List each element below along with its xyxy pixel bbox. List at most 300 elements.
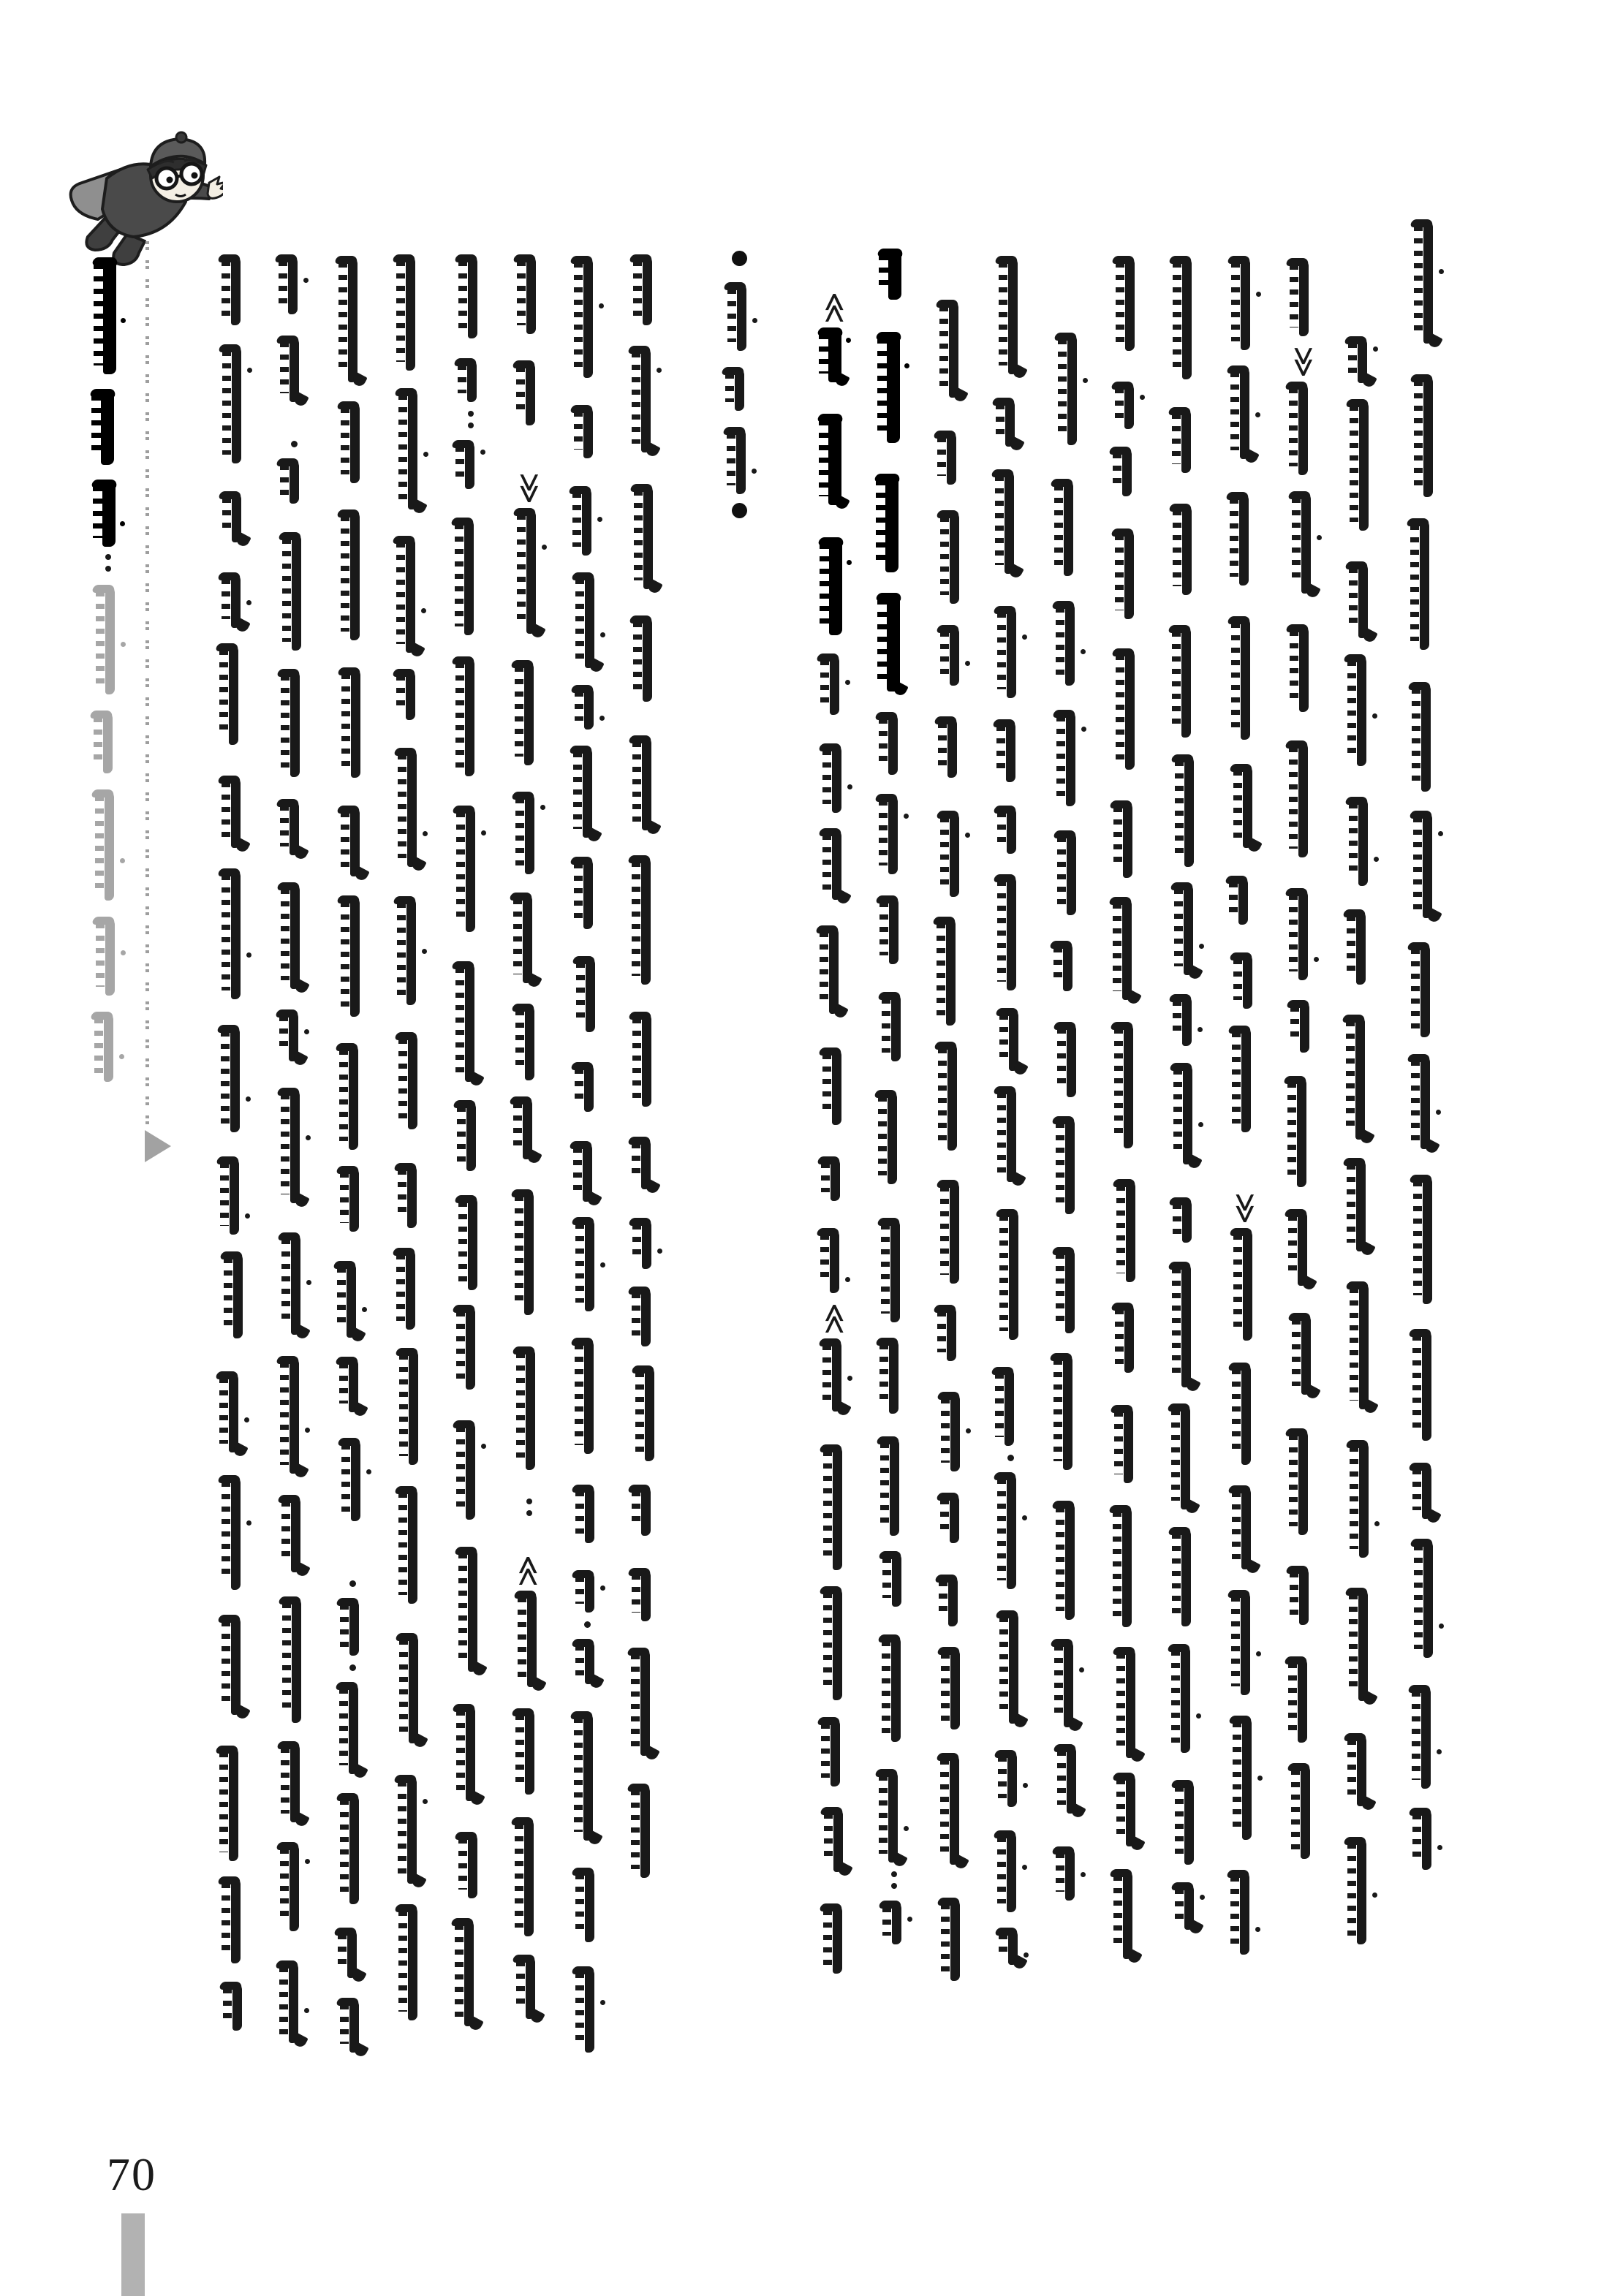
script-word	[936, 300, 969, 398]
script-word	[1226, 492, 1260, 586]
script-word	[395, 1486, 428, 1604]
script-word	[628, 1485, 662, 1536]
script-word	[572, 1217, 605, 1311]
quote-mark-icon: ≪	[511, 1555, 547, 1587]
dashed-guide-line	[145, 241, 149, 1144]
script-word	[1344, 654, 1377, 766]
script-word	[570, 1141, 603, 1202]
script-word	[876, 332, 909, 443]
script-word	[934, 716, 968, 778]
script-word	[512, 1955, 546, 2019]
script-word	[276, 1960, 309, 2043]
script-word	[1050, 1353, 1083, 1470]
script-word	[336, 1357, 369, 1412]
script-word	[92, 257, 126, 374]
script-word	[1285, 888, 1319, 980]
script-word	[819, 1047, 852, 1125]
page-edge-tab	[121, 2213, 145, 2296]
script-word	[570, 857, 604, 929]
colon-mark	[891, 1871, 897, 1877]
script-word	[996, 1008, 1029, 1071]
script-word	[1228, 1485, 1262, 1569]
script-word	[1407, 942, 1441, 1037]
script-word	[628, 855, 662, 985]
script-word	[1112, 256, 1146, 351]
colon-mark	[468, 411, 474, 417]
script-word	[1170, 1063, 1203, 1164]
mascot-hand	[208, 177, 223, 198]
script-word	[333, 1261, 367, 1338]
script-word	[1410, 374, 1444, 497]
script-word	[1285, 382, 1319, 475]
script-word	[337, 509, 371, 640]
script-word	[875, 1769, 909, 1863]
text-column	[1169, 256, 1203, 1930]
dot-mark	[584, 1621, 591, 1628]
text-column	[277, 254, 311, 2043]
script-word	[276, 1009, 309, 1061]
script-word	[1343, 1158, 1377, 1251]
script-word	[572, 1639, 605, 1684]
unit-header-title	[91, 257, 125, 547]
script-word	[1168, 625, 1202, 738]
script-word	[337, 806, 371, 876]
script-word	[1168, 1262, 1202, 1387]
script-word	[1407, 1054, 1441, 1149]
script-word	[1168, 1644, 1201, 1753]
script-word	[1343, 909, 1377, 985]
script-word	[1111, 1022, 1144, 1148]
script-word	[878, 992, 912, 1061]
script-word	[991, 1367, 1025, 1446]
script-word	[571, 1062, 605, 1112]
script-word	[1169, 256, 1203, 379]
script-word	[277, 1088, 311, 1203]
text-column	[453, 254, 487, 2072]
script-word	[1111, 382, 1145, 429]
script-word	[992, 398, 1026, 447]
script-word	[393, 669, 426, 720]
script-word	[91, 480, 125, 547]
script-word	[512, 1346, 546, 1470]
script-word	[878, 1634, 912, 1742]
script-word	[1169, 994, 1203, 1046]
script-word	[1168, 407, 1202, 473]
script-word	[1169, 1197, 1203, 1243]
script-word	[627, 1784, 661, 1878]
script-word	[1288, 1313, 1322, 1395]
script-word	[92, 917, 126, 996]
script-word	[218, 868, 251, 999]
script-word	[817, 327, 851, 382]
script-word	[876, 1338, 909, 1414]
script-word	[218, 1876, 251, 1963]
script-word	[218, 1475, 251, 1590]
script-word	[1344, 1733, 1377, 1806]
script-word	[90, 711, 124, 773]
script-word	[1168, 1403, 1201, 1509]
script-word	[337, 401, 371, 483]
script-word	[336, 1682, 369, 1774]
script-word	[1286, 624, 1320, 712]
script-word	[1053, 710, 1086, 806]
script-word	[628, 1137, 662, 1189]
script-word	[1230, 952, 1263, 1009]
script-word	[1171, 754, 1205, 867]
script-word	[393, 254, 426, 371]
script-word	[218, 776, 251, 848]
script-word	[937, 1493, 970, 1543]
script-word	[1052, 601, 1086, 686]
script-word	[817, 414, 851, 505]
script-word	[934, 1042, 968, 1151]
script-word	[994, 1086, 1027, 1182]
script-word	[278, 1232, 311, 1335]
script-word	[875, 712, 909, 775]
quote-mark-icon: ≪	[817, 292, 853, 324]
script-word	[336, 1166, 370, 1232]
script-word	[628, 1568, 662, 1621]
script-word	[571, 685, 605, 730]
script-word	[820, 1444, 853, 1570]
script-word	[1053, 830, 1087, 915]
script-word	[817, 1156, 851, 1201]
script-word	[1111, 1303, 1145, 1373]
text-column	[218, 254, 251, 2075]
script-word	[335, 256, 368, 382]
script-word	[723, 427, 757, 494]
script-word	[511, 1817, 545, 1936]
script-word	[92, 585, 126, 694]
script-word	[819, 1338, 852, 1412]
script-word	[90, 389, 124, 465]
script-word	[937, 1647, 971, 1729]
script-word	[334, 1928, 368, 1978]
script-word	[820, 1586, 853, 1700]
script-word	[453, 806, 486, 932]
script-word	[336, 1598, 370, 1656]
script-word	[877, 1436, 910, 1536]
script-word	[454, 358, 488, 402]
script-word	[628, 346, 662, 452]
script-word	[1284, 1076, 1317, 1187]
script-word	[937, 811, 970, 897]
text-column	[1052, 333, 1086, 1901]
script-word	[277, 882, 311, 989]
script-word	[1109, 1505, 1143, 1627]
script-word	[1345, 561, 1379, 638]
script-word	[1170, 882, 1204, 975]
script-word	[1171, 1780, 1205, 1865]
text-column	[1227, 256, 1261, 1974]
script-word	[934, 431, 967, 485]
script-word	[277, 669, 311, 777]
script-word	[1409, 1329, 1442, 1441]
arrow-marker-icon	[145, 1130, 171, 1162]
script-word	[91, 1012, 124, 1082]
script-word	[1050, 941, 1083, 991]
text-column	[336, 256, 369, 2077]
script-word	[395, 1032, 428, 1129]
script-word	[394, 748, 428, 867]
script-word	[993, 719, 1026, 782]
dot-mark	[349, 1664, 356, 1671]
script-word	[1228, 1363, 1262, 1465]
script-word	[1227, 1590, 1261, 1695]
script-word	[632, 1365, 665, 1461]
script-word	[876, 593, 909, 692]
script-word	[338, 1438, 371, 1521]
script-word	[396, 1633, 429, 1743]
script-word	[1230, 1228, 1263, 1341]
text-column	[1344, 336, 1378, 1944]
script-word	[219, 1982, 253, 2031]
script-word	[629, 615, 663, 702]
script-word	[216, 1156, 250, 1235]
script-word	[937, 1898, 971, 1981]
bullet-icon	[732, 503, 747, 518]
script-word	[276, 1842, 310, 1931]
script-word	[572, 1868, 605, 1942]
script-word	[937, 1753, 970, 1865]
script-word	[510, 1096, 543, 1159]
script-word	[395, 388, 428, 509]
script-word	[935, 1575, 969, 1626]
script-word	[455, 1195, 488, 1290]
script-word	[877, 249, 911, 300]
script-word	[724, 282, 757, 351]
script-word	[455, 1547, 488, 1672]
script-word	[569, 486, 602, 556]
script-word	[218, 572, 251, 628]
script-word	[1410, 811, 1443, 918]
script-word	[1287, 1763, 1321, 1859]
script-word	[394, 1163, 428, 1228]
script-word	[994, 1750, 1028, 1807]
script-word	[1053, 1744, 1087, 1814]
script-word	[627, 1648, 661, 1756]
script-word	[452, 656, 485, 776]
script-word	[1346, 399, 1380, 531]
script-word	[513, 254, 547, 334]
script-word	[1052, 1846, 1086, 1901]
script-word	[1410, 219, 1444, 344]
script-word	[994, 1472, 1027, 1589]
script-word	[1054, 333, 1088, 445]
script-word	[876, 895, 909, 964]
script-word	[1287, 1000, 1320, 1053]
mascot-hat-knob	[176, 132, 186, 143]
script-word	[572, 572, 605, 668]
script-word	[629, 1218, 662, 1269]
script-word	[451, 1918, 485, 2026]
script-word	[455, 1832, 488, 1898]
script-word	[393, 536, 426, 653]
script-word	[1109, 897, 1143, 1000]
script-word	[1409, 1463, 1442, 1519]
script-word	[452, 440, 485, 489]
script-word	[511, 1189, 545, 1315]
script-word	[1345, 1588, 1379, 1701]
script-word	[1110, 800, 1143, 878]
script-word	[277, 1741, 311, 1822]
script-word	[279, 1596, 312, 1723]
page-number: 70	[107, 2148, 156, 2200]
script-word	[455, 254, 488, 338]
script-word	[996, 1610, 1029, 1724]
dot-mark	[1007, 1455, 1014, 1461]
script-word	[879, 1551, 912, 1607]
script-word	[1408, 682, 1442, 792]
script-word	[1110, 1869, 1143, 1959]
script-word	[451, 518, 485, 635]
mongolian-colon-mark	[105, 554, 111, 560]
script-word	[816, 925, 850, 1014]
script-word	[276, 336, 310, 402]
script-word	[1113, 1179, 1146, 1282]
script-word	[722, 367, 755, 411]
script-word	[338, 667, 371, 778]
script-word	[336, 1043, 369, 1150]
script-word	[453, 1100, 487, 1171]
text-column	[570, 256, 604, 2053]
dot-mark	[291, 441, 298, 447]
script-word	[1285, 1209, 1318, 1286]
script-word	[817, 1717, 851, 1787]
script-word	[1409, 1808, 1442, 1870]
script-word	[1053, 1022, 1087, 1097]
script-word	[991, 469, 1025, 574]
script-word	[629, 735, 662, 830]
script-word	[1225, 876, 1259, 925]
script-word	[1285, 1656, 1318, 1743]
script-word	[514, 1591, 548, 1687]
script-word	[337, 895, 371, 1017]
script-word	[1286, 258, 1320, 336]
script-word	[818, 537, 852, 635]
quote-mark-icon: ≪	[1285, 346, 1320, 378]
script-word	[1285, 740, 1319, 857]
script-word	[512, 1004, 545, 1080]
script-word	[219, 344, 252, 463]
script-word	[216, 1371, 249, 1452]
script-word	[1113, 1647, 1146, 1758]
script-word	[216, 643, 249, 745]
script-word	[1111, 1405, 1144, 1483]
script-word	[1168, 1527, 1202, 1626]
script-word	[393, 896, 427, 1005]
script-word	[1227, 256, 1261, 350]
script-word	[879, 1901, 912, 1944]
script-word	[453, 1704, 486, 1801]
dot-mark	[349, 1580, 356, 1587]
script-word	[393, 1248, 426, 1330]
script-word	[1285, 1428, 1319, 1535]
quote-mark-icon: ≪	[510, 472, 546, 504]
script-word	[817, 1228, 850, 1293]
script-word	[453, 1420, 486, 1520]
script-word	[994, 806, 1027, 854]
text-column	[818, 289, 852, 1974]
script-word	[877, 1218, 911, 1322]
script-word	[995, 1928, 1029, 1965]
script-word	[275, 254, 309, 314]
script-word	[513, 508, 547, 634]
script-word	[1230, 764, 1263, 848]
mascot-illustration	[66, 130, 223, 276]
script-word	[1410, 1175, 1443, 1304]
text-column	[994, 256, 1027, 1965]
script-word	[1229, 1716, 1263, 1840]
script-word	[937, 625, 970, 686]
script-word	[1112, 648, 1146, 770]
script-word	[1227, 365, 1260, 459]
script-word	[819, 743, 852, 813]
script-word	[218, 254, 251, 325]
bullet-icon	[732, 251, 747, 266]
script-word	[1227, 616, 1261, 740]
script-word	[820, 1807, 854, 1872]
script-word	[819, 828, 852, 900]
script-word	[1345, 797, 1379, 886]
script-word	[937, 1392, 971, 1471]
script-word	[572, 1485, 605, 1543]
script-word	[629, 1012, 662, 1107]
script-word	[570, 1711, 604, 1841]
script-word	[820, 1903, 853, 1974]
section-heading	[723, 251, 757, 518]
script-word	[512, 1708, 545, 1795]
script-word	[276, 799, 310, 855]
script-word	[570, 746, 603, 838]
script-word	[396, 1348, 429, 1465]
script-word	[572, 1966, 605, 2053]
quote-mark-icon: ≪	[817, 1303, 853, 1335]
script-word	[1171, 1882, 1205, 1930]
script-word	[219, 491, 252, 542]
script-word	[218, 1615, 251, 1715]
text-column	[1111, 256, 1144, 1959]
script-word	[572, 1570, 605, 1613]
script-word	[934, 1305, 967, 1361]
script-word	[629, 254, 663, 325]
script-word	[276, 1356, 310, 1474]
quote-mark-icon: ≪	[1226, 1192, 1262, 1224]
script-word	[817, 653, 850, 715]
script-word	[91, 789, 125, 901]
script-word	[276, 458, 310, 504]
text-column	[935, 300, 969, 1981]
script-word	[1113, 1773, 1146, 1846]
script-word	[336, 1998, 370, 2053]
script-word	[511, 660, 545, 765]
script-word	[933, 917, 966, 1026]
script-word	[628, 1287, 662, 1346]
text-column	[1286, 258, 1320, 1886]
script-word	[512, 792, 545, 874]
script-word	[220, 1251, 254, 1338]
text-column	[1409, 219, 1442, 1915]
script-word	[510, 893, 543, 983]
script-word	[994, 1830, 1027, 1912]
script-word	[1344, 1837, 1377, 1944]
script-word	[937, 510, 970, 604]
script-word	[394, 1775, 428, 1884]
script-word	[1346, 1281, 1380, 1409]
script-word	[570, 256, 604, 378]
script-word	[216, 1746, 249, 1861]
script-word	[1288, 491, 1322, 594]
